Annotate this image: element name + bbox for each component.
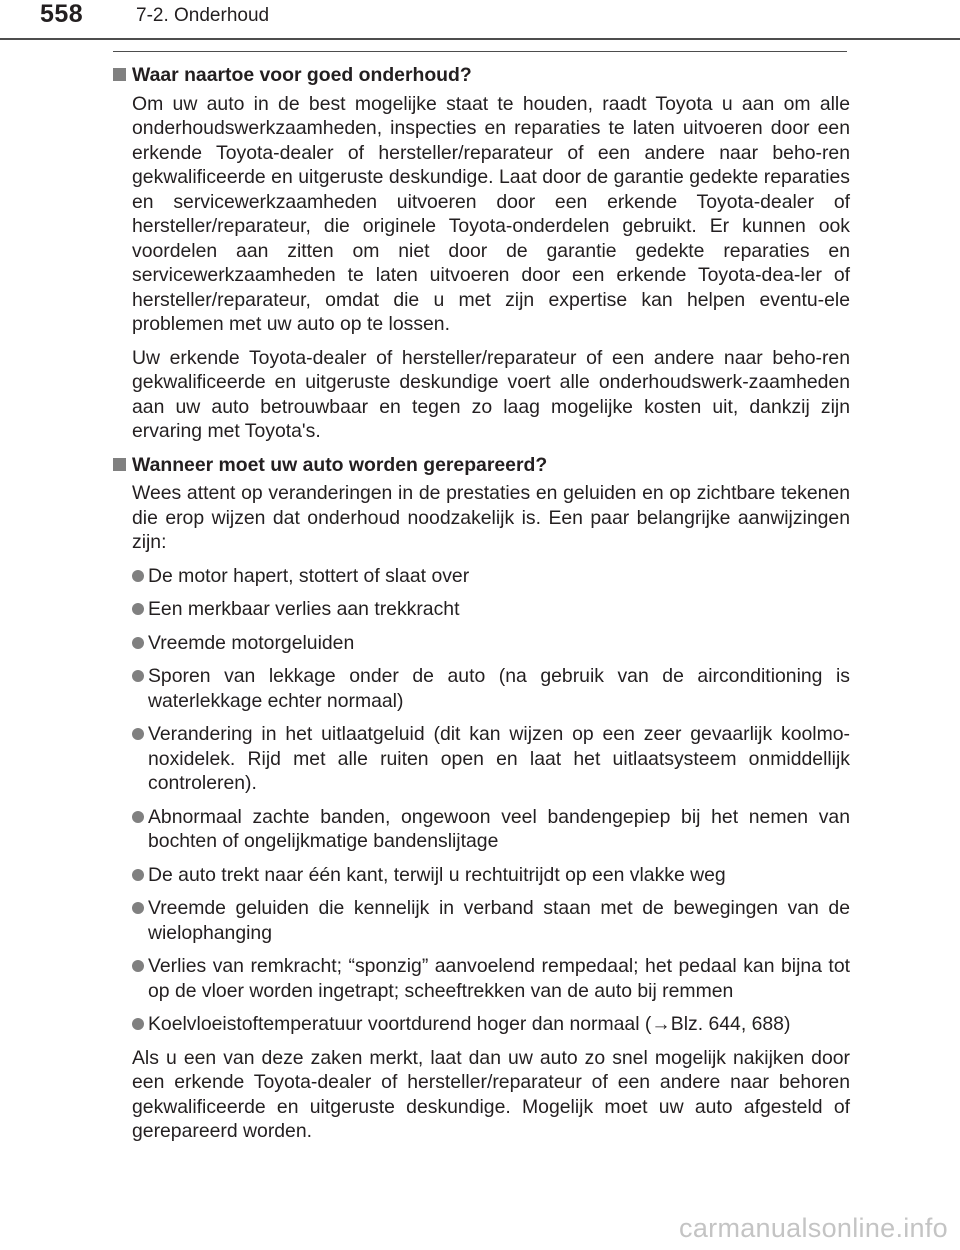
list-item-text: Abnormaal zachte banden, ongewoon veel bandengepiep bij het nemen van bochten of ongelijkmatige bandenslijtage — [148, 805, 850, 852]
circle-bullet-icon — [132, 670, 144, 682]
square-bullet-icon — [113, 68, 126, 81]
section-title: 7-2. Onderhoud — [136, 5, 270, 26]
list-item — [132, 631, 850, 656]
list-item — [132, 664, 850, 713]
list-item-text: Vreemde motorgeluiden — [148, 631, 355, 654]
circle-bullet-icon — [132, 902, 144, 914]
list-item-text: Verandering in het uitlaatgeluid (dit kan wijzen op een zeer gevaarlijk koolmo-noxidelek. Rijd met alle ruiten open en laat het uitlaatsysteem onmiddellijk controleren). — [148, 723, 850, 794]
section-heading-text: Wanneer moet uw auto worden gerepareerd? — [132, 453, 548, 476]
circle-bullet-icon — [132, 960, 144, 972]
page-content — [113, 63, 850, 1153]
list-item — [132, 954, 850, 1003]
paragraph: Wees attent op veranderingen in de prestaties en geluiden en op zichtbare tekenen die erop wijzen dat onderhoud noodzakelijk is. Een paar belangrijke aanwijzingen zijn: — [132, 482, 850, 553]
circle-bullet-icon — [132, 811, 144, 823]
section-heading — [113, 63, 850, 88]
page-header — [0, 0, 960, 40]
list-item — [132, 564, 850, 589]
list-item — [132, 863, 850, 888]
list-item — [132, 597, 850, 622]
list-item — [132, 722, 850, 796]
watermark: carmanualsonline.info — [679, 1213, 948, 1243]
paragraph: Om uw auto in de best mogelijke staat te houden, raadt Toyota u aan om alle onderhoudswerkzaamheden, inspecties en reparaties te laten uitvoeren door een erkende Toyota-dealer of hersteller/reparateur of een andere naar beho-ren gekwalificeerde en uitgeruste deskundige. Laat door de garantie gedekte reparaties en servicewerkzaamheden uitvoeren door een erkende Toyota-dealer of hersteller/reparateur, die originele Toyota-onderdelen gebruikt. Er kunnen ook voordelen aan zitten om niet door de garantie gedekte reparaties en servicewerkzaamheden te laten uitvoeren door een erkende Toyota-dea-ler of hersteller/reparateur, omdat die u met zijn expertise kan helpen eventu-ele problemen met uw auto op te lossen. — [132, 92, 850, 335]
circle-bullet-icon — [132, 728, 144, 740]
list-item-text: Sporen van lekkage onder de auto (na gebruik van de airconditioning is waterlekkage echter normaal) — [148, 665, 850, 712]
circle-bullet-icon — [132, 603, 144, 615]
section-heading — [113, 453, 850, 478]
square-bullet-icon — [113, 458, 126, 471]
list-item — [132, 805, 850, 854]
list-item — [132, 1012, 850, 1037]
list-item-text: Vreemde geluiden die kennelijk in verband staan met de bewegingen van de wielophanging — [148, 897, 850, 944]
list-item-text: Verlies van remkracht; “sponzig” aanvoelend rempedaal; het pedaal kan bijna tot op de vloer worden ingetrapt; scheeftrekken van de auto bij remmen — [148, 955, 850, 1002]
list-item-text: Koelvloeistoftemperatuur voortdurend hoger dan normaal (→Blz. 644, 688) — [148, 1013, 791, 1035]
list-item-text: De auto trekt naar één kant, terwijl u rechtuitrijdt op een vlakke weg — [148, 863, 726, 886]
top-divider — [113, 51, 847, 52]
list-item-text: Een merkbaar verlies aan trekkracht — [148, 598, 460, 620]
circle-bullet-icon — [132, 869, 144, 881]
list-item — [132, 896, 850, 945]
closing-paragraph: Als u een van deze zaken merkt, laat dan uw auto zo snel mogelijk nakijken door een erkende Toyota-dealer of hersteller/reparateur of een andere naar behoren gekwalificeerde en uitgeruste deskundige. Mogelijk moet uw auto afgesteld of gerepareerd worden. — [132, 1046, 850, 1142]
section-heading-text: Waar naartoe voor goed onderhoud? — [132, 64, 472, 86]
page-number: 558 — [40, 0, 84, 28]
list-item-text: De motor hapert, stottert of slaat over — [148, 564, 470, 587]
circle-bullet-icon — [132, 1018, 144, 1030]
circle-bullet-icon — [132, 570, 144, 582]
paragraph: Uw erkende Toyota-dealer of hersteller/reparateur of een andere naar beho-ren gekwalificeerde en uitgeruste deskundige voert alle onderhoudswerk-zaamheden aan uw auto betrouwbaar en tegen zo laag mogelijke kosten uit, dankzij zijn ervaring met Toyota's. — [132, 346, 850, 442]
circle-bullet-icon — [132, 637, 144, 649]
